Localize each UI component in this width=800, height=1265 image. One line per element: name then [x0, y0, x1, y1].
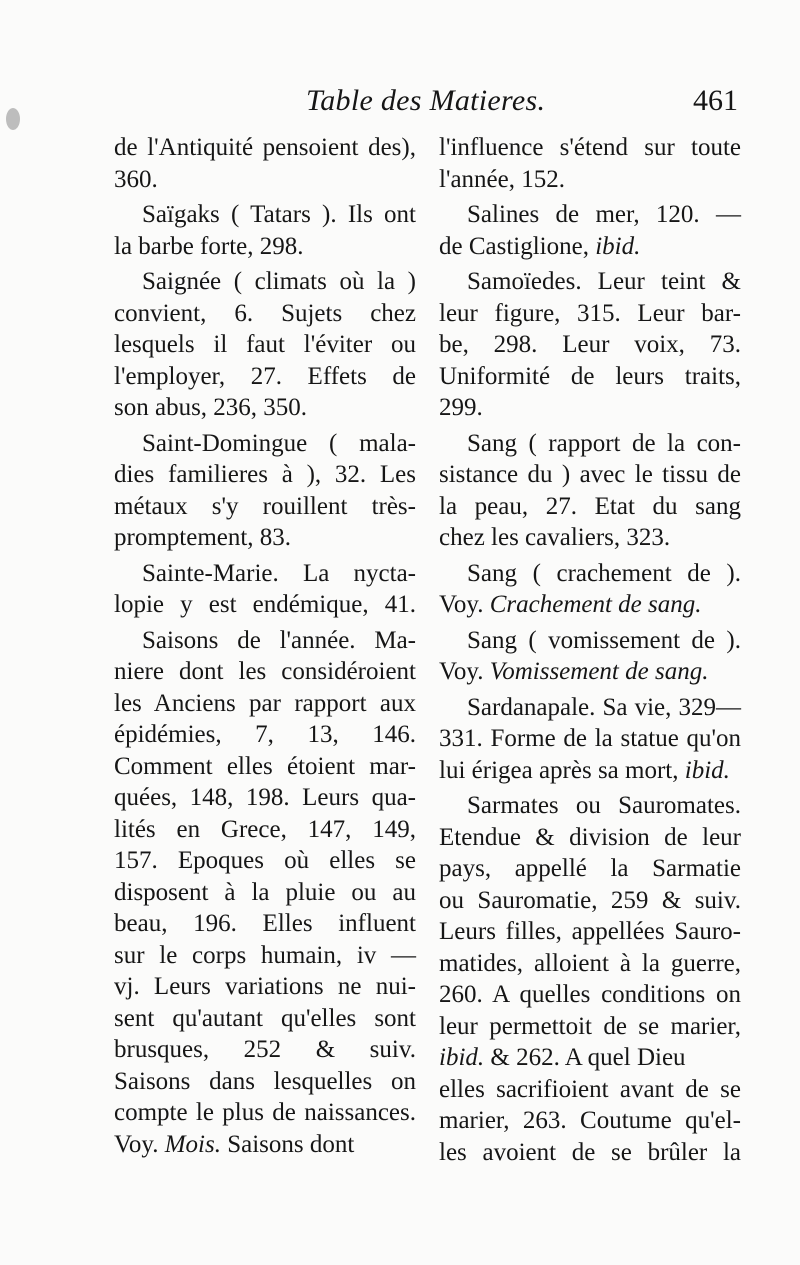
- text-line: [439, 231, 741, 263]
- text-line: niere dont les considéroient: [114, 658, 416, 685]
- cross-ref-prefix: Voy.: [439, 591, 490, 618]
- text-line: [439, 589, 741, 621]
- text-line: compte le plus de naissances.: [114, 1099, 416, 1126]
- text-line: leur permettoit de se marier,: [439, 1012, 741, 1040]
- text-line: de l'Antiquité pensoient des),: [114, 134, 416, 161]
- text-line: 260. A quelles conditions on: [439, 981, 741, 1008]
- text-line: sent qu'autant qu'elles sont: [114, 1004, 416, 1032]
- text-line: métaux s'y rouillent très-: [114, 492, 416, 520]
- cross-ref-prefix: Voy.: [439, 658, 490, 685]
- text-line: 331. Forme de la statue qu'on: [439, 725, 741, 752]
- text-line: l'influence s'étend sur toute: [439, 134, 741, 161]
- page-stain: [6, 108, 20, 130]
- text-fragment: de Castiglione,: [439, 232, 596, 260]
- text-line: les Anciens par rapport aux: [114, 689, 416, 717]
- index-entry-samoiedes: Samoïedes. Leur teint &: [467, 268, 741, 295]
- text-line: Etendue & division de leur: [439, 823, 741, 851]
- text-fragment: Saisons dont: [220, 1130, 355, 1158]
- text-line: 157. Epoques où elles se: [114, 847, 416, 874]
- index-entry-sainte-marie: Sainte-Marie. La nyctа-: [142, 559, 416, 587]
- cross-ref-prefix: Voy.: [114, 1130, 165, 1158]
- text-line: [439, 755, 741, 787]
- text-line: matides, alloient à la guerre,: [439, 949, 741, 977]
- cross-reference: Vomissement de sang.: [489, 658, 709, 685]
- text-fragment: & 262. A quel Dieu: [484, 1044, 686, 1071]
- text-line: Comment elles étoient mar-: [114, 752, 416, 780]
- index-entry-sardanapale: Sardanapale. Sa vie, 329—: [467, 693, 741, 721]
- text-line: l'année, 152.: [439, 165, 565, 193]
- text-line: 299.: [439, 394, 483, 421]
- text-line: vj. Leurs variations ne nui-: [114, 973, 416, 1000]
- text-line: les avoient de se brûler la: [439, 1138, 741, 1166]
- index-entry-saisons: Saisons de l'année. Ma-: [142, 626, 416, 654]
- text-line: Saisons dans lesquelles on: [114, 1067, 416, 1095]
- cross-reference: Mois.: [164, 1130, 221, 1158]
- text-line: Uniformité de leurs traits,: [439, 362, 741, 390]
- text-line: [439, 656, 741, 688]
- text-line: sur le corps humain, iv —: [114, 941, 416, 969]
- text-line: elles sacrifioient avant de se: [439, 1075, 741, 1103]
- text-line: son abus, 236, 350.: [114, 394, 308, 421]
- text-line: épidémies, 7, 13, 146.: [114, 721, 416, 748]
- text-line: convient, 6. Sujets chez: [114, 299, 416, 327]
- running-title: Table des Matieres.: [306, 84, 546, 117]
- text-line: marier, 263. Coutume qu'el-: [439, 1107, 741, 1134]
- text-line: la barbe forte, 298.: [114, 232, 304, 260]
- text-line: lesquels il faut l'éviter ou: [114, 331, 416, 358]
- index-entry-sang-crachement: Sang ( crachement de ).: [467, 559, 741, 587]
- right-column: [439, 132, 741, 1168]
- ibid-ref: ibid.: [439, 1044, 485, 1071]
- text-line: [114, 1129, 416, 1161]
- text-line: la peau, 27. Etat du sang: [439, 492, 741, 520]
- text-line: ou Sauromatie, 259 & suiv.: [439, 886, 741, 914]
- text-line: beau, 196. Elles influent: [114, 910, 416, 937]
- text-fragment: lui érigea après sa mort,: [439, 756, 685, 784]
- index-entry-sang-rapport: Sang ( rapport de la con-: [467, 429, 741, 457]
- index-entry-saint-domingue: Saint-Domingue ( mala-: [142, 429, 416, 457]
- text-line: 360.: [114, 165, 158, 193]
- text-line: pays, appellé la Sarmatie: [439, 855, 741, 882]
- cross-reference: Crachement de sang.: [489, 591, 702, 618]
- text-line: quées, 148, 198. Leurs qua-: [114, 784, 416, 811]
- index-entry-salines: Salines de mer, 120. —: [467, 201, 741, 228]
- text-line: Leurs filles, appellées Sauro-: [439, 918, 741, 945]
- index-entry-sang-vomissement: Sang ( vomissement de ).: [467, 626, 741, 654]
- text-line: be, 298. Leur voix, 73.: [439, 331, 741, 358]
- index-entry-sarmates: Sarmates ou Sauromates.: [467, 792, 741, 819]
- text-line: [439, 1042, 741, 1074]
- text-line: lités en Grece, 147, 149,: [114, 815, 416, 843]
- text-line: lopie y est endémique, 41.: [114, 591, 416, 618]
- page-number: 461: [693, 84, 738, 117]
- text-line: dies familieres à ), 32. Les: [114, 461, 416, 488]
- left-column: [114, 132, 416, 1160]
- text-line: l'employer, 27. Effets de: [114, 362, 416, 390]
- ibid-ref: ibid.: [684, 756, 730, 784]
- index-entry-saignee: Saignée ( climats où la ): [142, 268, 416, 295]
- page-header: [300, 84, 740, 124]
- text-line: leur figure, 315. Leur bar-: [439, 299, 741, 327]
- text-line: brusques, 252 & suiv.: [114, 1036, 416, 1063]
- ibid-ref: ibid.: [595, 232, 641, 260]
- index-entry-saigaks: Saïgaks ( Tatars ). Ils ont: [142, 201, 416, 228]
- text-line: chez les cavaliers, 323.: [439, 524, 671, 551]
- text-line: promptement, 83.: [114, 524, 292, 551]
- text-line: sistance du ) avec le tissu de: [439, 461, 741, 488]
- text-line: disposent à la pluie ou au: [114, 878, 416, 906]
